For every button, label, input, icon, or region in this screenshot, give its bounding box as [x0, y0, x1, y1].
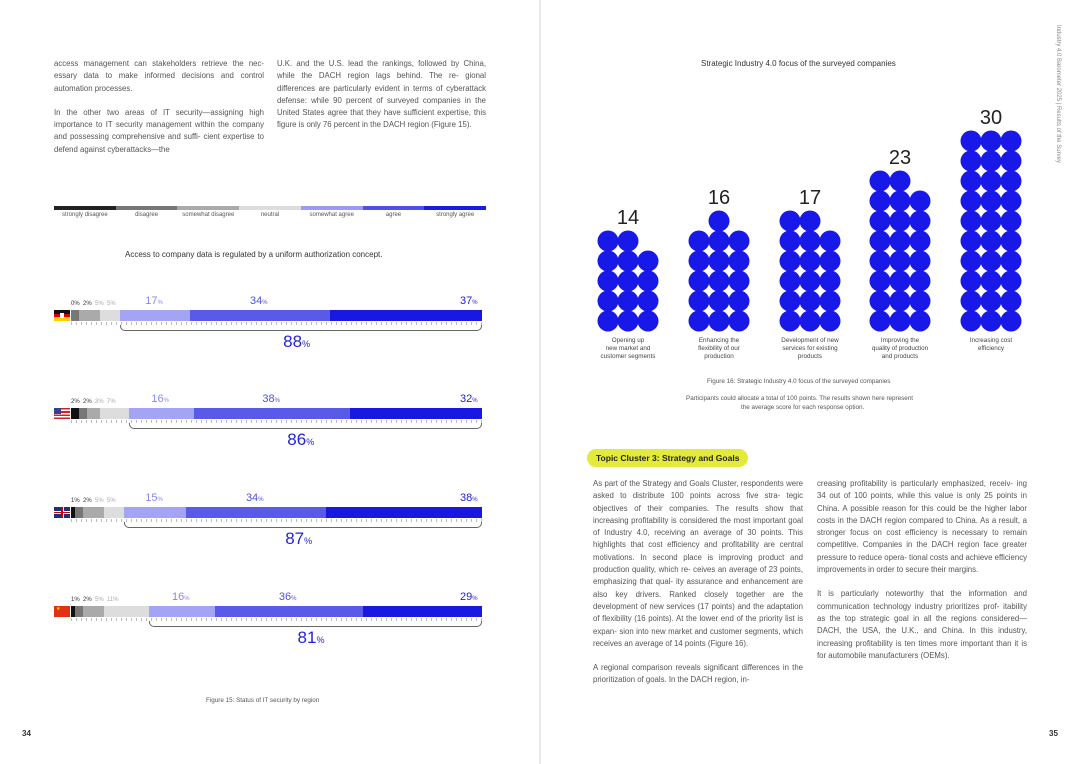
region-bar-chart	[54, 591, 486, 654]
agreement-bracket	[124, 522, 482, 528]
legend-label: somewhat disagree	[182, 212, 235, 218]
value-number: 16	[171, 591, 185, 603]
segment-value-label: 0%	[71, 301, 80, 307]
legend-swatch	[239, 206, 301, 210]
paragraph: creasing profitability is particularly emphasized, receiv- ing 34 out of 100 points, while this value is only 25 points in China. A possible reason for this could be the higher labor costs in the DACH region compared to China. As a result, a stronger focus on cost efficiency is necessary to remain competitive. Companies in the DACH region face greater pressure to reduce opera- tional costs and achieve efficiency improvements in order to secure their margins.	[817, 479, 1027, 575]
pictogram-dot	[709, 291, 730, 312]
value-number: 17	[145, 295, 158, 307]
pictogram-dot	[890, 271, 911, 292]
paragraph: A regional comparison reveals significant differences in the prioritization of goals. In the DACH region, in-	[593, 663, 803, 685]
legend-swatch	[424, 206, 486, 210]
bar-segment	[215, 606, 363, 617]
pictogram-dot	[820, 311, 841, 332]
pictogram-dot	[910, 211, 931, 232]
uk-flag-icon	[54, 507, 70, 518]
bar-segment	[71, 310, 79, 321]
agreement-bracket	[129, 423, 482, 429]
bar-segment	[100, 310, 121, 321]
pictogram-dot	[981, 311, 1002, 332]
value-unit: %	[184, 596, 190, 602]
bar-segment	[149, 606, 215, 617]
bar-segment	[330, 310, 482, 321]
pictogram-dot	[961, 211, 982, 232]
pictogram-dot	[961, 231, 982, 252]
segment-value-label	[145, 492, 163, 504]
pictogram-group	[780, 187, 841, 360]
pictogram-group	[870, 147, 931, 360]
pictogram-dot	[981, 171, 1002, 192]
pictogram-dot	[981, 251, 1002, 272]
value-number: 34	[250, 295, 263, 307]
pictogram-dot	[1001, 291, 1022, 312]
bar-segment	[79, 310, 100, 321]
pictogram-dot	[981, 231, 1002, 252]
pictogram-dot	[729, 291, 750, 312]
segment-value-label: 2%	[83, 301, 92, 307]
pictogram-dot	[910, 251, 931, 272]
pictogram-dot	[870, 311, 891, 332]
region-bar-chart	[54, 492, 486, 555]
topic-cluster-badge: Topic Cluster 3: Strategy and Goals	[587, 449, 748, 467]
bar-segment	[79, 408, 87, 419]
pictogram-dot	[890, 191, 911, 212]
pictogram-dot	[870, 291, 891, 312]
pictogram-value-label: 16	[707, 187, 731, 209]
legend-swatch	[116, 206, 178, 210]
value-number: 29	[460, 591, 473, 603]
pictogram-group	[598, 207, 659, 360]
agreement-total	[285, 529, 312, 549]
pictogram-dot	[890, 231, 911, 252]
pictogram-dot	[729, 251, 750, 272]
pictogram-dot	[800, 251, 821, 272]
pictogram-dot	[981, 291, 1002, 312]
pictogram-dot	[780, 211, 801, 232]
category-label: services for existing	[782, 345, 838, 352]
pictogram-dot	[618, 231, 639, 252]
total-unit: %	[302, 339, 311, 349]
value-number: 32	[460, 393, 473, 405]
pictogram-dot	[618, 291, 639, 312]
bar-segment	[100, 408, 129, 419]
segment-value-label: 7%	[107, 399, 116, 405]
total-number: 88	[283, 332, 303, 351]
category-label: new market and	[605, 345, 651, 352]
bar-segment	[83, 507, 104, 518]
pictogram-dot	[598, 251, 619, 272]
pictogram-dot	[820, 251, 841, 272]
legend-label: somewhat agree	[309, 212, 354, 218]
pictogram-dot	[870, 191, 891, 212]
value-unit: %	[258, 497, 264, 503]
segment-value-label	[460, 591, 478, 603]
segment-value-label	[250, 295, 268, 307]
figure-caption: Figure 15: Status of IT security by region	[206, 697, 320, 704]
pictogram-dot	[820, 291, 841, 312]
bar-segment	[129, 408, 195, 419]
pictogram-dot	[689, 311, 710, 332]
value-number: 15	[145, 492, 158, 504]
pictogram-dot	[729, 231, 750, 252]
category-label: Enhancing the	[698, 337, 740, 344]
pictogram-dot	[961, 291, 982, 312]
paragraph: U.K. and the U.S. lead the rankings, followed by China, while the DACH region lags behind. The re- gional differences are particularly evident in terms of cyberattack defense: while 90 percent of surveyed companies in the United States agree that they have sufficient expertise, this figure is only 76 percent in the DACH region (Figure 15).	[277, 59, 486, 130]
page-number: 34	[22, 729, 31, 738]
segment-value-label: 3%	[95, 399, 104, 405]
total-unit: %	[306, 437, 315, 447]
figure-caption: Figure 16: Strategic Industry 4.0 focus of the surveyed companies	[707, 378, 891, 385]
segment-value-label: 5%	[95, 498, 104, 504]
pictogram-dot	[689, 231, 710, 252]
pictogram-value-label: 14	[616, 207, 640, 229]
left-text-column-1	[54, 58, 264, 168]
pictogram-dot	[709, 271, 730, 292]
pictogram-dot	[981, 131, 1002, 152]
category-label: customer segments	[600, 353, 656, 360]
bar-segment	[350, 408, 482, 419]
segment-value-label	[262, 393, 280, 405]
segment-value-label	[172, 591, 190, 603]
chart-note-line: the average score for each response option.	[741, 404, 865, 411]
pictogram-dot	[961, 151, 982, 172]
segment-value-label: 2%	[83, 399, 92, 405]
segment-value-label: 2%	[83, 597, 92, 603]
value-number: 34	[245, 492, 259, 504]
pictogram-dot	[689, 271, 710, 292]
value-number: 36	[278, 591, 292, 603]
pictogram-dot	[800, 211, 821, 232]
total-number: 81	[297, 628, 317, 647]
paragraph: It is particularly noteworthy that the information and communication technology industry prioritizes prof- itability as the top strategic goal in all the regions considered—DACH, the USA, the U.K., and China. In this industry, increasing profitability is ten times more important than it is for automobile manufacturers (OEMs).	[817, 589, 1027, 660]
legend-label: strongly agree	[436, 212, 475, 218]
segment-value-label: 11%	[107, 597, 119, 603]
category-label: Development of new	[781, 337, 839, 344]
value-number: 16	[151, 393, 164, 405]
bar-segment	[104, 606, 149, 617]
segment-value-label: 2%	[83, 498, 92, 504]
bar-segment	[124, 507, 186, 518]
value-unit: %	[157, 300, 163, 306]
pictogram-dot	[1001, 171, 1022, 192]
segment-value-label	[145, 295, 163, 307]
pictogram-dot	[890, 291, 911, 312]
total-unit: %	[316, 635, 325, 645]
pictogram-dot	[729, 311, 750, 332]
segment-value-label	[460, 492, 478, 504]
legend-swatch	[54, 206, 116, 210]
bar-segment	[83, 606, 104, 617]
pictogram-dot	[910, 191, 931, 212]
category-label: flexibility of our	[698, 345, 740, 352]
pictogram-group	[689, 187, 750, 360]
pictogram-dot	[598, 231, 619, 252]
stacked-bar	[71, 310, 482, 321]
bar-segment	[186, 507, 326, 518]
pictogram-chart	[541, 0, 1080, 380]
category-label: Increasing cost	[969, 337, 1013, 344]
pictogram-dot	[961, 191, 982, 212]
legend-swatch	[177, 206, 239, 210]
pictogram-dot	[598, 291, 619, 312]
china-flag-icon: ★	[54, 606, 70, 617]
pictogram-dot	[981, 191, 1002, 212]
pictogram-dot	[961, 131, 982, 152]
pictogram-dot	[820, 271, 841, 292]
pictogram-dot	[870, 231, 891, 252]
likert-legend-labels	[54, 212, 486, 218]
agreement-bracket	[149, 621, 482, 627]
bar-segment	[71, 408, 79, 419]
pictogram-dot	[961, 311, 982, 332]
pictogram-dot	[1001, 191, 1022, 212]
usa-flag-icon	[54, 408, 70, 419]
region-bar-chart	[54, 295, 486, 358]
agreement-total	[298, 628, 325, 648]
stacked-bar	[71, 408, 482, 419]
page-number: 35	[1049, 729, 1058, 738]
pictogram-dot	[961, 251, 982, 272]
legend-swatch	[363, 206, 425, 210]
pictogram-dot	[638, 311, 659, 332]
left-text-column-2	[277, 58, 486, 144]
legend-label: disagree	[135, 212, 159, 218]
bar-segment	[75, 606, 83, 617]
pictogram-chart-title: Strategic Industry 4.0 focus of the surveyed companies	[701, 59, 896, 68]
dach-flag-icon	[54, 310, 70, 321]
pictogram-dot	[780, 271, 801, 292]
pictogram-dot	[1001, 151, 1022, 172]
bar-segment	[120, 310, 190, 321]
total-number: 86	[287, 430, 307, 449]
pictogram-dot	[638, 251, 659, 272]
bar-segment	[87, 408, 99, 419]
pictogram-group	[961, 107, 1022, 352]
pictogram-dot	[910, 231, 931, 252]
pictogram-dot	[961, 171, 982, 192]
segment-value-label	[279, 591, 297, 603]
left-page	[0, 0, 539, 764]
category-label: products	[797, 353, 823, 360]
pictogram-dot	[800, 311, 821, 332]
pictogram-dot	[870, 271, 891, 292]
pictogram-dot	[800, 231, 821, 252]
pictogram-dot	[780, 311, 801, 332]
agreement-bracket	[120, 325, 482, 331]
pictogram-dot	[910, 311, 931, 332]
pictogram-dot	[618, 311, 639, 332]
pictogram-dot	[618, 251, 639, 272]
category-label: Improving the	[880, 337, 920, 344]
pictogram-dot	[870, 171, 891, 192]
pictogram-dot	[709, 231, 730, 252]
pictogram-dot	[981, 151, 1002, 172]
value-unit: %	[472, 398, 478, 404]
pictogram-dot	[780, 251, 801, 272]
value-number: 38	[262, 393, 275, 405]
category-label: and products	[881, 353, 919, 360]
value-unit: %	[291, 596, 297, 602]
value-number: 37	[460, 295, 473, 307]
segment-value-label: 5%	[95, 597, 104, 603]
pictogram-dot	[870, 211, 891, 232]
value-unit: %	[472, 596, 478, 602]
chart-title: Access to company data is regulated by a uniform authorization concept.	[125, 250, 383, 259]
bar-segment	[363, 606, 482, 617]
category-label: quality of production	[871, 345, 929, 352]
likert-legend-bar	[54, 206, 486, 210]
segment-value-label: 5%	[95, 301, 104, 307]
paragraph: access management can stakeholders retrieve the nec- essary data to make informed decisions and control automation processes.	[54, 59, 264, 93]
segment-value-label: 5%	[107, 301, 116, 307]
pictogram-dot	[689, 251, 710, 272]
value-unit: %	[157, 497, 163, 503]
bar-segment	[194, 408, 350, 419]
pictogram-dot	[1001, 271, 1022, 292]
segment-value-label	[151, 393, 169, 405]
pictogram-dot	[638, 271, 659, 292]
agreement-total	[287, 430, 314, 450]
segment-value-label	[460, 295, 478, 307]
pictogram-value-label: 23	[888, 147, 912, 169]
pictogram-dot	[780, 291, 801, 312]
pictogram-dot	[890, 311, 911, 332]
pictogram-dot	[981, 271, 1002, 292]
right-text-column-2	[817, 478, 1027, 674]
bar-segment	[104, 507, 125, 518]
pictogram-dot	[709, 251, 730, 272]
pictogram-dot	[1001, 251, 1022, 272]
pictogram-dot	[1001, 211, 1022, 232]
segment-value-label	[246, 492, 264, 504]
pictogram-dot	[961, 271, 982, 292]
pictogram-dot	[729, 271, 750, 292]
right-page	[541, 0, 1080, 764]
bar-segment	[326, 507, 482, 518]
pictogram-dot	[598, 271, 619, 292]
pictogram-dot	[1001, 131, 1022, 152]
pictogram-dot	[618, 271, 639, 292]
total-unit: %	[304, 536, 313, 546]
segment-value-label: 5%	[107, 498, 116, 504]
bar-segment	[75, 507, 83, 518]
pictogram-dot	[709, 311, 730, 332]
legend-swatch	[301, 206, 363, 210]
pictogram-dot	[1001, 231, 1022, 252]
pictogram-dot	[800, 271, 821, 292]
pictogram-dot	[820, 231, 841, 252]
region-bar-chart	[54, 393, 486, 456]
segment-value-label: 1%	[71, 498, 80, 504]
pictogram-dot	[638, 291, 659, 312]
value-number: 38	[460, 492, 473, 504]
category-label: production	[704, 353, 734, 360]
pictogram-dot	[890, 251, 911, 272]
agreement-total	[283, 332, 310, 352]
legend-label: neutral	[260, 212, 280, 218]
pictogram-dot	[981, 211, 1002, 232]
value-unit: %	[472, 497, 478, 503]
pictogram-dot	[800, 291, 821, 312]
chart-note-line: Participants could allocate a total of 100 points. The results shown here represent	[686, 395, 914, 402]
pictogram-dot	[709, 211, 730, 232]
pictogram-dot	[780, 231, 801, 252]
pictogram-dot	[870, 251, 891, 272]
stacked-bar	[71, 507, 482, 518]
legend-label: agree	[385, 212, 402, 218]
pictogram-dot	[910, 291, 931, 312]
segment-value-label	[460, 393, 478, 405]
pictogram-value-label: 17	[798, 187, 822, 209]
paragraph: As part of the Strategy and Goals Cluster, respondents were asked to distribute 100 points across five stra- tegic objectives of their companies. The results show that increasing profitability is considered the most important goal of Industry 4.0, receiving an average of 30 points. This highlights that cost efficiency and profitability are central motivations. In second place is improving product and production quality, which re- ceives an average of 23 points, emphasizing that qual- ity assurance and enhancement are also key drivers. Ranked closely together are the development of new services (17 points) and the adaptation of flexibility (16 points). At the lower end of the priority list is expan- sion into new market and customer segments, which receives an average of 14 points (Figure 16).	[593, 479, 803, 648]
segment-value-label: 2%	[71, 399, 80, 405]
category-label: Opening up	[611, 337, 645, 344]
stacked-bar	[71, 606, 482, 617]
value-unit: %	[472, 300, 478, 306]
pictogram-dot	[598, 311, 619, 332]
value-unit: %	[163, 398, 169, 404]
pictogram-dot	[890, 171, 911, 192]
pictogram-dot	[890, 211, 911, 232]
running-head: Industry 4.0 Barometer 2025 | Results of the Survey	[1055, 25, 1061, 163]
legend-label: strongly disagree	[62, 212, 108, 218]
pictogram-value-label: 30	[979, 107, 1003, 129]
pictogram-dot	[1001, 311, 1022, 332]
value-unit: %	[274, 398, 280, 404]
pictogram-dot	[689, 291, 710, 312]
value-unit: %	[262, 300, 268, 306]
total-number: 87	[285, 529, 305, 548]
paragraph: In the other two areas of IT security—assigning high importance to IT security management within the company and possessing comprehensive and suffi- cient expertise to defend against cyberattacks—the	[54, 107, 264, 154]
right-text-column-1	[593, 478, 803, 699]
category-label: efficiency	[977, 345, 1005, 352]
pictogram-dot	[910, 271, 931, 292]
bar-segment	[190, 310, 330, 321]
segment-value-label: 1%	[71, 597, 80, 603]
